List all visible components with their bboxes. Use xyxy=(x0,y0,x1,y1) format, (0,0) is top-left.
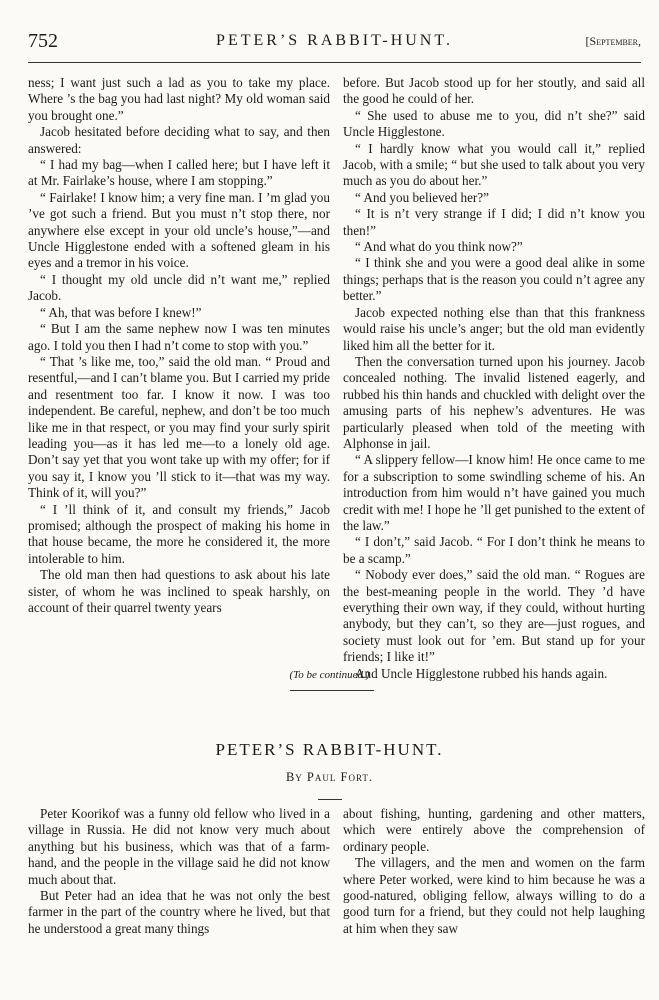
paragraph: about fishing, hunting, gardening and other matters, which were entirely above the comprehension of ordinary people. xyxy=(343,806,645,854)
paragraph: “ I don’t,” said Jacob. “ For I don’t think he means to be a scamp.” xyxy=(343,534,645,566)
paragraph: Peter Koorikof was a funny old fellow who lived in a village in Russia. He did not know very much about anything but his business, which was that of a farm-hand, and the people in the village said he did not know much about that. xyxy=(28,806,330,887)
paragraph: “ And you believed her?” xyxy=(355,189,490,205)
paragraph: “ I ’ll think of it, and consult my friends,” Jacob promised; although the prospect of making his home in that house became, the more he considered it, the more intolerable to him. xyxy=(28,501,330,566)
paragraph: “ And what do you think now?” xyxy=(355,239,523,255)
paragraph: “ It is n’t very strange if I did; I did n’t know you then!” xyxy=(343,206,645,238)
paragraph: “ But I am the same nephew now I was ten minutes ago. I told you then I had n’t come to stop with you.” xyxy=(28,321,330,353)
article-byline: By Paul Fort. xyxy=(285,770,374,784)
paragraph: The old man then had questions to ask about his late sister, of whom he was inclined to speak harshly, on account of their quarrel twenty years xyxy=(28,567,330,615)
paragraph: before. But Jacob stood up for her stoutly, and said all the good he could of her. xyxy=(343,75,645,107)
paragraph: And Uncle Higglestone rubbed his hands again. xyxy=(355,665,608,681)
paragraph: “ Fairlake! I know him; a very fine man. I ’m glad you ’ve got such a friend. But you must n’t stop there, nor anywhere else except in your old uncle’s house,”—and Uncle Higglestone ended with a softened gleam in his eyes and a tremor in his voice. xyxy=(28,189,330,271)
paragraph: “ I hardly know what you would call it,” replied Jacob, with a smile; “ but she used to talk about you very much as you do about her.” xyxy=(343,140,645,189)
issue-month: [September, xyxy=(585,34,641,48)
column-right-bottom xyxy=(343,806,645,937)
byline-rule xyxy=(318,799,342,800)
paragraph: Jacob hesitated before deciding what to say, and then answered: xyxy=(28,124,330,156)
column-right-top xyxy=(343,75,645,682)
column-left-top xyxy=(28,75,330,616)
paragraph: “ I had my bag—when I called here; but I have left it at Mr. Fairlake’s house, where I am stopping.” xyxy=(28,157,330,189)
page-number: 752 xyxy=(28,30,58,52)
paragraph: “ Ah, that was before I knew!” xyxy=(40,304,202,320)
page-header xyxy=(28,30,641,56)
paragraph: The villagers, and the men and women on the farm where Peter worked, were kind to him because he was a good-natured, obliging fellow, always willing to do a good turn for a friend, but they could not help laughing at him when they saw xyxy=(343,855,645,936)
paragraph: Then the conversation turned upon his journey. Jacob concealed nothing. The invalid listened eagerly, and rubbed his thin hands and chuckled with delight over the amusing parts of his nephew’s adventures. He was particularly pleased when told of the meeting with Alphonse in jail. xyxy=(343,353,645,451)
section-divider xyxy=(290,690,374,691)
paragraph: “ I thought my old uncle did n’t want me,” replied Jacob. xyxy=(28,271,330,304)
paragraph: “ I think she and you were a good deal alike in some things; perhaps that is the reason you could n’t agree any better.” xyxy=(343,255,645,304)
paragraph: Jacob expected nothing else than that this frankness would raise his uncle’s anger; but the old man evidently liked him all the better for it. xyxy=(343,304,645,353)
running-title: PETER’S RABBIT-HUNT. xyxy=(216,32,453,49)
paragraph: “ A slippery fellow—I know him! He once came to me for a subscription to some swindling scheme of his. An introduction from him would n’t have gained you much credit with me! I hope he ’ll get punished to the extent of the law.” xyxy=(343,452,645,533)
paragraph: But Peter had an idea that he was not only the best farmer in the part of the country where he lived, but that he understood a great many things xyxy=(28,888,330,936)
paragraph: “ That ’s like me, too,” said the old man. “ Proud and resentful,—and I can’t blame you. But I carried my pride and resentment too far. I know it now. I was too independent. Be careful, nephew, and don’t be too much like me in that respect, or you may find your surly spirit leading you—as it has led me—to a lonely old age. Don’t say yet that you wont take up with my offer; for if you say it, I know you ’ll stick to it—that was my way. Think of it, will you?” xyxy=(28,353,330,501)
header-rule xyxy=(28,62,641,63)
article-title: PETER’S RABBIT-HUNT. xyxy=(215,740,444,759)
to-be-continued-note: (To be continued.) xyxy=(289,669,370,681)
paragraph: “ Nobody ever does,” said the old man. “ Rogues are the best-meaning people in the world. They ’d have everything their own way, if they could, without hurting anybody, but they can’t, so they are—just rogues, and society must look out for ’em. But stand up for your friends; I like it!” xyxy=(343,567,645,665)
paragraph: “ She used to abuse me to you, did n’t she?” said Uncle Higglestone. xyxy=(343,107,645,140)
column-left-bottom xyxy=(28,806,330,937)
paragraph: ness; I want just such a lad as you to take my place. Where ’s the bag you had last night? My old woman said you brought one.” xyxy=(28,75,330,123)
